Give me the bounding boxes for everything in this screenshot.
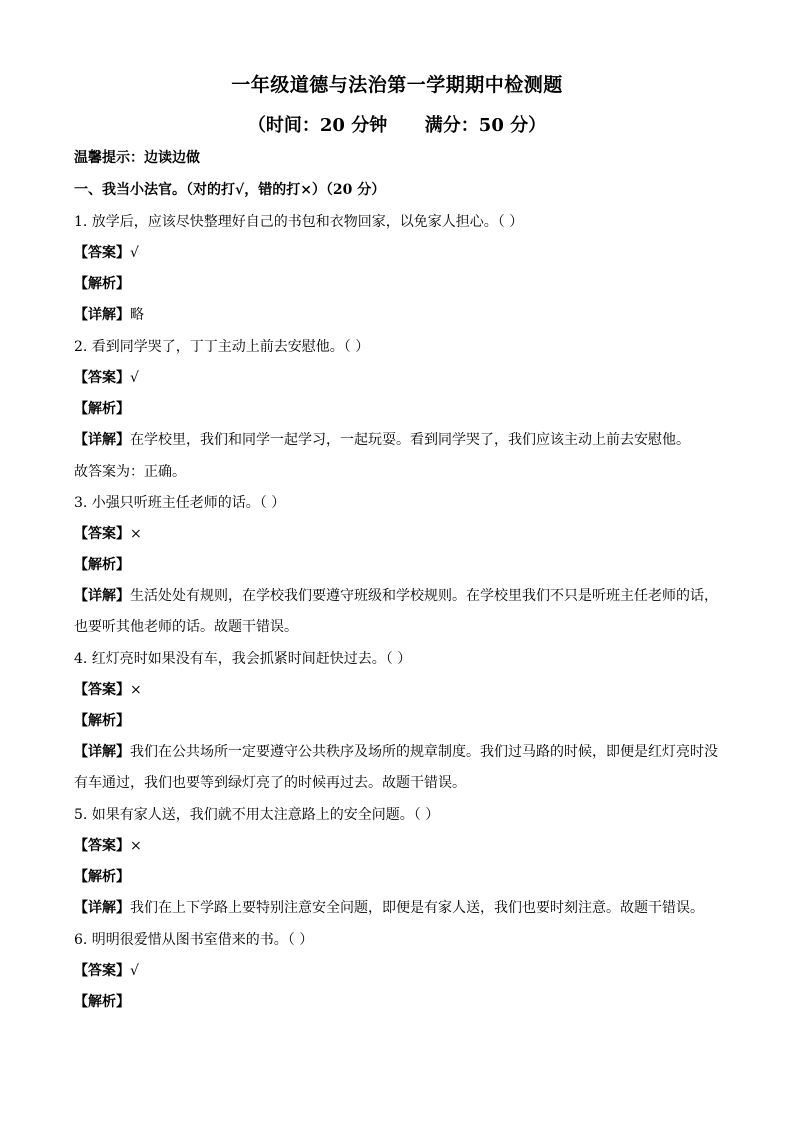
answer-2 [74,368,734,388]
answer-value: × [130,838,142,854]
analysis-label: 【解析】 [74,276,130,292]
conclusion-2: 故答案为：正确。 [74,464,186,480]
analysis-4 [74,711,734,731]
answer-label: 【答案】 [74,245,130,261]
answer-4 [74,680,734,700]
detail-text: 在学校里，我们和同学一起学习，一起玩耍。看到同学哭了，我们应该主动上前去安慰他。 [130,432,690,448]
answer-label: 【答案】 [74,370,130,386]
question-3: 3. 小强只听班主任老师的话。（ ） [74,495,286,511]
answer-label: 【答案】 [74,682,130,698]
detail-text: 略 [130,307,144,323]
answer-value: × [130,526,142,542]
detail-label: 【详解】 [74,588,130,604]
analysis-5 [74,867,734,887]
question-2: 2. 看到同学哭了，丁丁主动上前去安慰他。（ ） [74,339,370,355]
answer-label: 【答案】 [74,963,130,979]
detail-text: 我们在公共场所一定要遵守公共秩序及场所的规章制度。我们过马路的时候，即便是红灯亮时没有车通过，我们也要等到绿灯亮了的时候再过去。故题干错误。 [74,744,718,791]
answer-value: √ [130,370,139,386]
tip-text: 温馨提示：边读边做 [74,150,200,166]
analysis-label: 【解析】 [74,994,130,1010]
detail-label: 【详解】 [74,744,130,760]
analysis-label: 【解析】 [74,401,130,417]
answer-value: × [130,682,142,698]
detail-4 [74,737,726,799]
question-6: 6. 明明很爱惜从图书室借来的书。（ ） [74,932,314,948]
answer-3 [74,524,734,544]
question-4: 4. 红灯亮时如果没有车，我会抓紧时间赶快过去。（ ） [74,651,412,667]
analysis-label: 【解析】 [74,713,130,729]
answer-value: √ [130,963,139,979]
question-5: 5. 如果有家人送，我们就不用太注意路上的安全问题。（ ） [74,807,440,823]
detail-text: 我们在上下学路上要特别注意安全问题，即便是有家人送，我们也要时刻注意。故题干错误。 [130,900,704,916]
analysis-1 [74,274,734,294]
page-title: 一年级道德与法治第一学期期中检测题 [231,74,563,96]
analysis-label: 【解析】 [74,869,130,885]
detail-2 [74,430,734,450]
detail-1 [74,305,734,325]
detail-5 [74,898,734,918]
detail-3 [74,581,726,643]
section-heading: 一、我当小法官。（对的打√，错的打×）（20 分） [74,182,386,198]
analysis-6 [74,992,734,1012]
detail-text: 生活处处有规则，在学校我们要遵守班级和学校规则。在学校里我们不只是听班主任老师的话，也要听其他老师的话。故题干错误。 [74,588,718,635]
question-1: 1. 放学后，应该尽快整理好自己的书包和衣物回家，以免家人担心。（ ） [74,214,524,230]
answer-value: √ [130,245,139,261]
answer-label: 【答案】 [74,526,130,542]
page-subtitle: （时间：20 分钟 满分：50 分） [247,115,547,136]
answer-6 [74,961,734,981]
answer-label: 【答案】 [74,838,130,854]
answer-1 [74,243,734,263]
answer-5 [74,836,734,856]
detail-label: 【详解】 [74,432,130,448]
detail-label: 【详解】 [74,900,130,916]
analysis-label: 【解析】 [74,557,130,573]
detail-label: 【详解】 [74,307,130,323]
analysis-2 [74,399,734,419]
analysis-3 [74,555,734,575]
